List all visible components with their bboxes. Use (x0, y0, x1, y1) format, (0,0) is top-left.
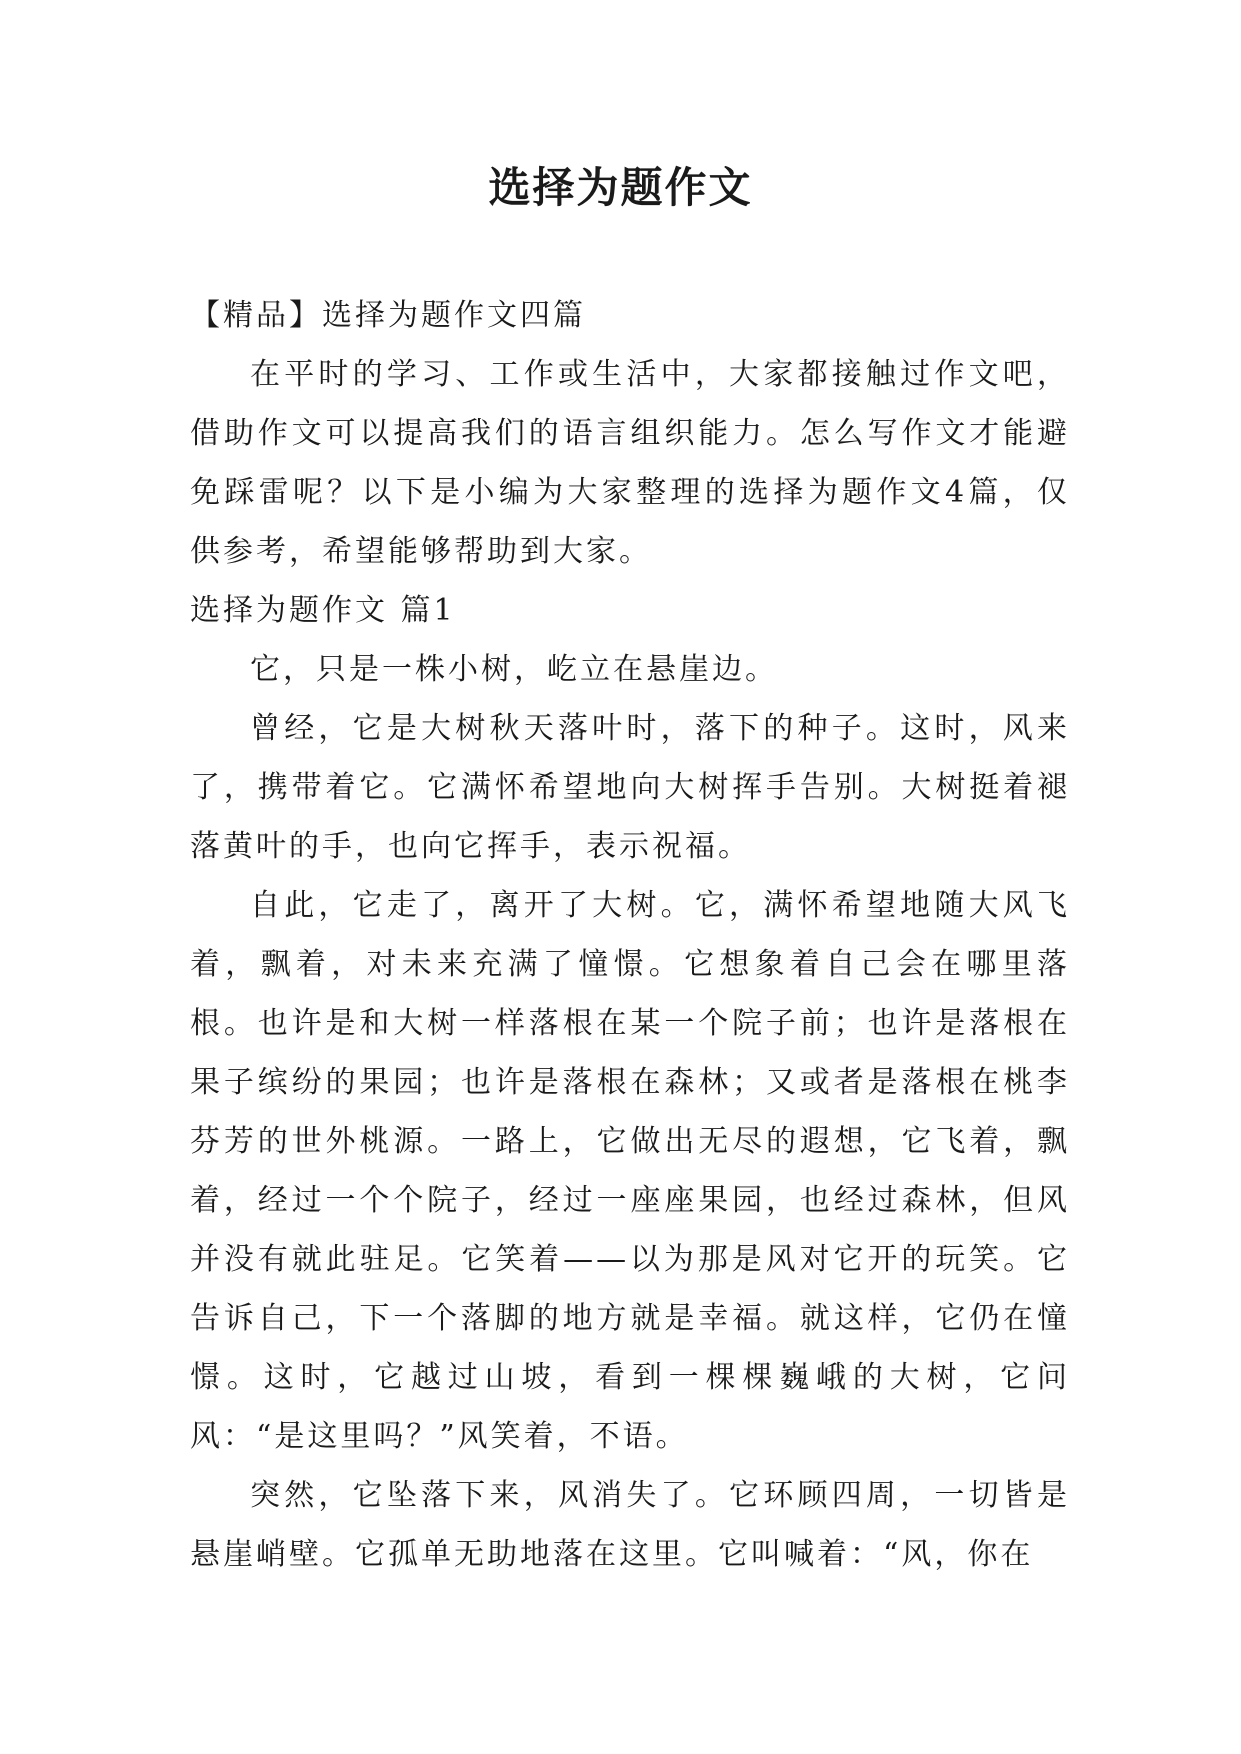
paragraph: 自此，它走了，离开了大树。它，满怀希望地随大风飞着，飘着，对未来充满了憧憬。它想象着自己会在哪里落根。也许是和大树一样落根在某一个院子前；也许是落根在果子缤纷的果园；也许是落根在森林；又或者是落根在桃李芬芳的世外桃源。一路上，它做出无尽的遐想，它飞着，飘着，经过一个个院子，经过一座座果园，也经过森林，但风并没有就此驻足。它笑着——以为那是风对它开的玩笑。它告诉自己，下一个落脚的地方就是幸福。就这样，它仍在憧憬。这时，它越过山坡，看到一棵棵巍峨的大树，它问风：“是这里吗？”风笑着，不语。 (190, 888, 1070, 1454)
paragraph-subtitle: 【精品】选择为题作文四篇 (190, 298, 586, 333)
section-heading: 选择为题作文 篇1 (190, 593, 456, 628)
document-body (190, 286, 1070, 1584)
paragraph-intro: 在平时的学习、工作或生活中，大家都接触过作文吧，借助作文可以提高我们的语言组织能力。怎么写作文才能避免踩雷呢？以下是小编为大家整理的选择为题作文4篇，仅供参考，希望能够帮助到大家。 (190, 357, 1070, 569)
paragraph: 曾经，它是大树秋天落叶时，落下的种子。这时，风来了，携带着它。它满怀希望地向大树挥手告别。大树挺着褪落黄叶的手，也向它挥手，表示祝福。 (190, 711, 1070, 864)
paragraph: 它，只是一株小树，屹立在悬崖边。 (250, 652, 778, 687)
paragraph: 突然，它坠落下来，风消失了。它环顾四周，一切皆是悬崖峭壁。它孤单无助地落在这里。它叫喊着：“风，你在 (190, 1478, 1070, 1572)
document-title: 选择为题作文 (488, 163, 753, 212)
